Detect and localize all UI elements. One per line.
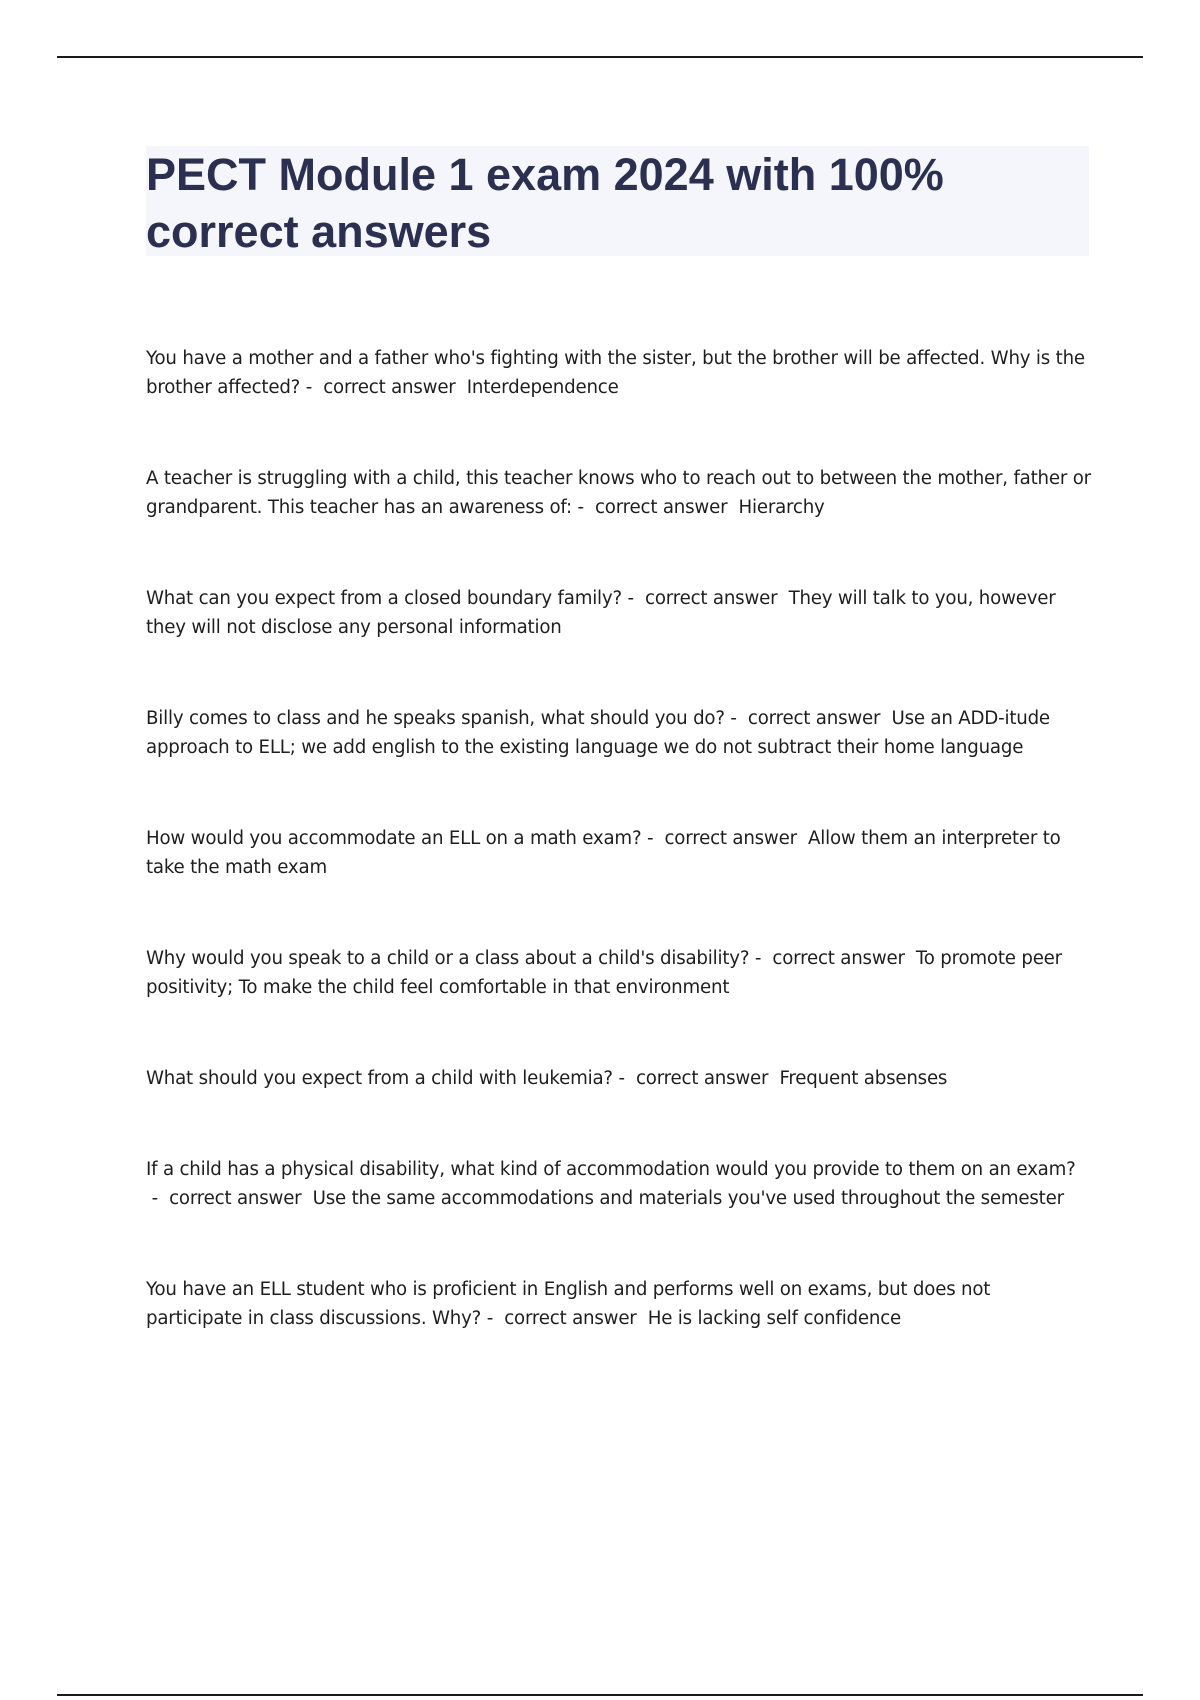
- answer-text: Use the same accommodations and materials you've used throughout the semester: [312, 1188, 1064, 1209]
- bottom-divider: [57, 1694, 1143, 1696]
- question-text: If a child has a physical disability, what kind of accommodation would you provide to them on an exam?: [146, 1159, 1076, 1180]
- qa-item: [146, 944, 1091, 1002]
- answer-text: Use an ADD-itude approach to ELL; we add english to the existing language we do not subtract their home language: [146, 708, 1050, 758]
- question-text: You have an ELL student who is proficient in English and performs well on exams, but does not participate in class discussions. Why?: [146, 1279, 991, 1329]
- question-text: What should you expect from a child with leukemia?: [146, 1068, 613, 1089]
- answer-separator: - correct answer: [749, 948, 916, 969]
- qa-item: [146, 1155, 1091, 1213]
- question-text: A teacher is struggling with a child, this teacher knows who to reach out to between the mother, father or grandparent. This teacher has an awareness of:: [146, 468, 1091, 518]
- answer-separator: - correct answer: [612, 1068, 780, 1089]
- answer-separator: - correct answer: [481, 1308, 648, 1329]
- qa-item: [146, 464, 1091, 522]
- qa-item: [146, 584, 1091, 642]
- qa-list: [146, 344, 1091, 1395]
- answer-separator: - correct answer: [300, 377, 467, 398]
- answer-text: He is lacking self confidence: [647, 1308, 902, 1329]
- document-title: PECT Module 1 exam 2024 with 100% correct answers: [146, 149, 944, 257]
- answer-separator: - correct answer: [146, 1188, 313, 1209]
- qa-item: [146, 704, 1091, 762]
- question-text: How would you accommodate an ELL on a math exam?: [146, 828, 642, 849]
- answer-text: They will talk to you, however they will not disclose any personal information: [146, 588, 1056, 638]
- qa-item: [146, 824, 1091, 882]
- title-block: [146, 146, 1089, 256]
- answer-separator: - correct answer: [571, 497, 739, 518]
- question-text: You have a mother and a father who's fighting with the sister, but the brother will be affected. Why is the brother affected?: [146, 348, 1085, 398]
- answer-separator: - correct answer: [641, 828, 809, 849]
- question-text: Billy comes to class and he speaks spanish, what should you do?: [146, 708, 725, 729]
- question-text: What can you expect from a closed boundary family?: [146, 588, 622, 609]
- answer-text: Hierarchy: [738, 497, 825, 518]
- qa-item: [146, 1275, 1091, 1333]
- answer-text: To promote peer positivity; To make the child feel comfortable in that environment: [146, 948, 1062, 998]
- answer-text: Allow them an interpreter to take the math exam: [146, 828, 1061, 878]
- question-text: Why would you speak to a child or a class about a child's disability?: [146, 948, 750, 969]
- qa-item: [146, 344, 1091, 402]
- qa-item: [146, 1064, 1091, 1093]
- answer-text: Interdependence: [466, 377, 619, 398]
- top-divider: [57, 56, 1143, 58]
- answer-separator: - correct answer: [724, 708, 892, 729]
- answer-text: Frequent absenses: [779, 1068, 948, 1089]
- answer-separator: - correct answer: [621, 588, 789, 609]
